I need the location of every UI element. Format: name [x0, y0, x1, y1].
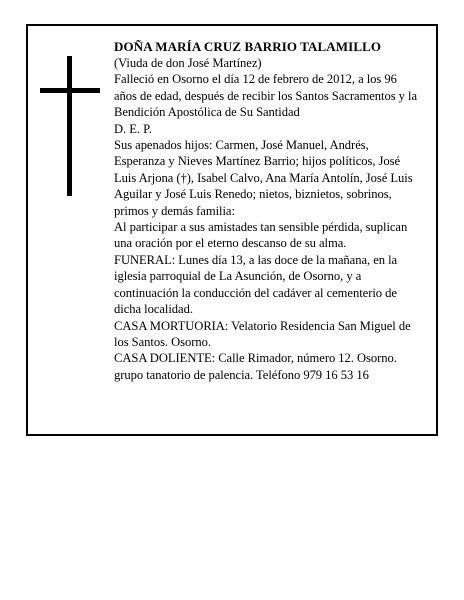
prayer-request: Al participar a sus amistades tan sensible pérdida, suplican una oración por el eterno descanso de su alma.	[114, 220, 408, 251]
widow-of: (Viuda de don José Martínez)	[114, 56, 262, 70]
cross-horizontal-bar	[40, 88, 100, 93]
casa-mortuoria: CASA MORTUORIA: Velatorio Residencia San Miguel de los Santos. Osorno.	[114, 318, 411, 349]
notice-body	[114, 38, 420, 383]
death-announcement: Falleció en Osorno el día 12 de febrero de 2012, a los 96 años de edad, después de recibir los Santos Sacramentos y la Bendición Apostólica de Su Santidad	[114, 72, 418, 120]
deceased-name: DOÑA MARÍA CRUZ BARRIO TALAMILLO	[114, 39, 382, 54]
funeral-details: FUNERAL: Lunes día 13, a las doce de la mañana, en la iglesia parroquial de La Asunción, de Osorno, y a continuación la conducción del cadáver al cementerio de dicha localidad.	[114, 252, 398, 317]
family-list: Sus apenados hijos: Carmen, José Manuel, Andrés, Esperanza y Nieves Martínez Barrio; hijos políticos, José Luis Arjona (†), Isabel Calvo, Ana María Antolín, José Luis Aguilar y José Luis Renedo; nietos, biznietos, sobrinos, primos y demás familia:	[114, 138, 413, 218]
rip-text: D. E. P.	[114, 121, 152, 136]
cross-icon	[40, 56, 100, 196]
cross-vertical-bar	[67, 56, 72, 196]
casa-doliente: CASA DOLIENTE: Calle Rimador, número 12. Osorno.	[114, 351, 397, 366]
funeral-home-contact: grupo tanatorio de palencia. Teléfono 979 16 53 16	[114, 367, 369, 382]
